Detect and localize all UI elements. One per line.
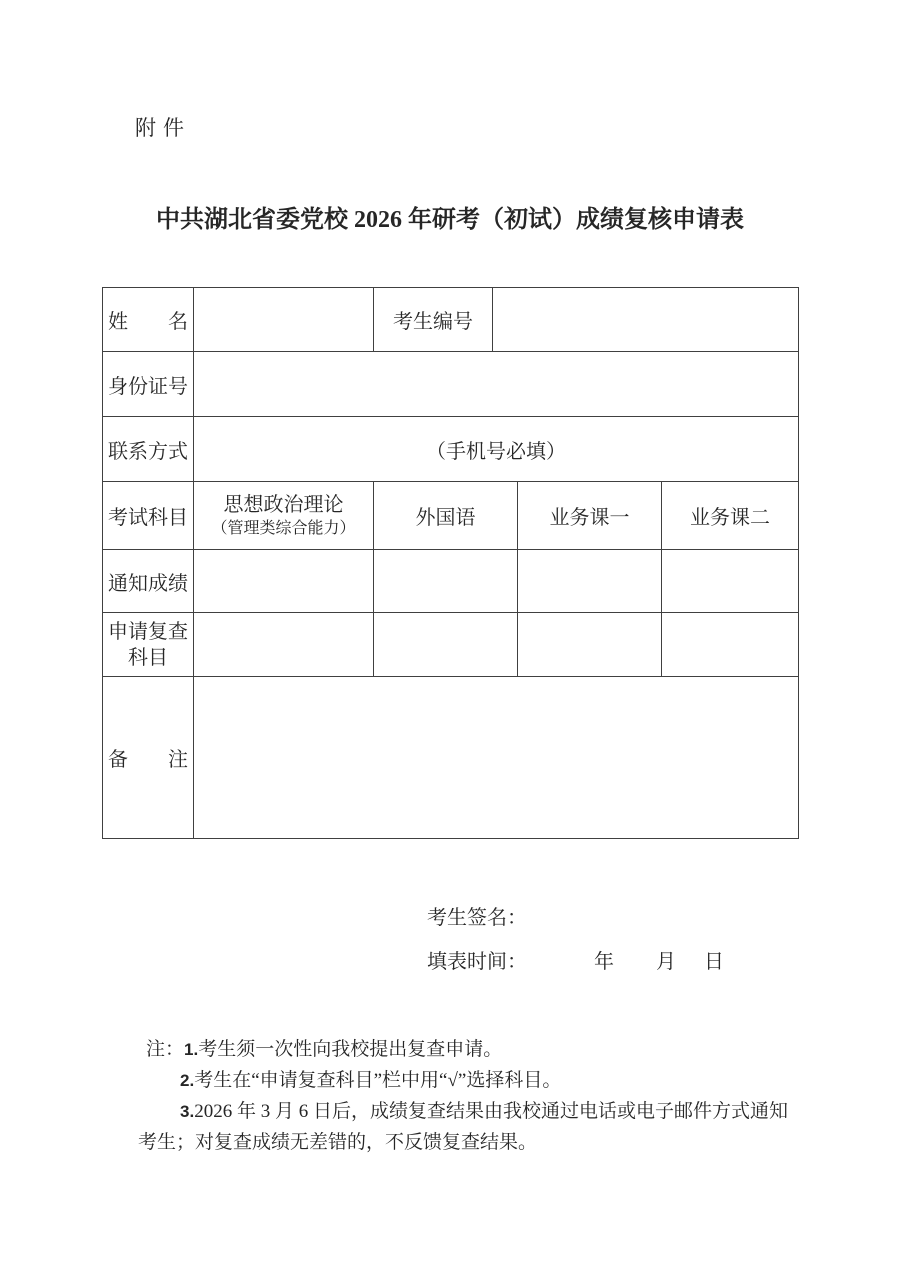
signature-label: 考生签名：: [427, 907, 527, 929]
note-1-text: 考生须一次性向我校提出复查申请。: [198, 1039, 503, 1060]
id-number-label: 身份证号: [108, 375, 188, 398]
foreign-language-score-input-cell[interactable]: [374, 550, 518, 613]
subject-course1-cell: 业务课一: [518, 482, 662, 550]
name-label: 姓 名: [108, 311, 188, 333]
name-label-cell: [103, 288, 194, 352]
attachment-label: 附件: [135, 116, 191, 140]
candidate-number-label: 考生编号: [393, 311, 473, 333]
remarks-label: 备 注: [108, 749, 188, 771]
note-2-text: 考生在“申请复查科目”栏中用“√”选择科目。: [194, 1070, 562, 1091]
table-row-name: [103, 288, 799, 352]
course1-score-input-cell[interactable]: [518, 550, 662, 613]
subject-politics-cell: [194, 482, 374, 550]
table-row-review-subjects: [103, 613, 799, 677]
subject-politics-line2: （管理类综合能力）: [211, 519, 356, 537]
course1-review-select-cell[interactable]: [518, 613, 662, 677]
note-line-3: [138, 1096, 818, 1127]
remarks-input-cell[interactable]: [194, 677, 799, 839]
course2-review-select-cell[interactable]: [662, 613, 799, 677]
table-row-id-number: [103, 352, 799, 417]
notified-scores-label-cell: [103, 550, 194, 613]
subject-politics-line1: 思想政治理论: [223, 493, 344, 516]
notified-scores-label: 通知成绩: [108, 572, 188, 595]
foreign-language-review-select-cell[interactable]: [374, 613, 518, 677]
subject-course2-cell: 业务课二: [662, 482, 799, 550]
contact-label: 联系方式: [108, 440, 188, 463]
page-title: 中共湖北省委党校 2026 年研考（初试）成绩复核申请表: [156, 207, 744, 233]
review-subjects-label-cell: [103, 613, 194, 677]
note-3-text: 2026 年 3 月 6 日后，成绩复查结果由我校通过电话或电子邮件方式通知: [194, 1101, 788, 1122]
table-row-exam-subjects: [103, 482, 799, 550]
notes-prefix: 注：: [146, 1039, 185, 1060]
notes-section: [138, 1034, 818, 1158]
year-label: 年: [594, 951, 614, 973]
note-2-number: 2.: [180, 1071, 195, 1090]
politics-review-select-cell[interactable]: [194, 613, 374, 677]
exam-subjects-label-cell: [103, 482, 194, 550]
note-line-4: [138, 1127, 818, 1158]
table-row-contact: [103, 417, 799, 482]
day-label: 日: [704, 951, 724, 973]
note-3-number: 3.: [180, 1102, 195, 1121]
id-number-input-cell[interactable]: [194, 352, 799, 417]
score-review-form-table: [102, 287, 799, 839]
subject-foreign-language-cell: 外国语: [374, 482, 518, 550]
note-1-number: 1.: [184, 1040, 199, 1059]
table-row-notified-scores: [103, 550, 799, 613]
fill-date-line: [427, 945, 724, 974]
note-line-2: [138, 1065, 818, 1096]
id-number-label-cell: [103, 352, 194, 417]
candidate-number-label-cell: [374, 288, 493, 352]
month-label: 月: [656, 951, 676, 973]
fill-date-label: 填表时间：: [427, 951, 527, 973]
contact-input-cell[interactable]: （手机号必填）: [194, 417, 799, 482]
politics-score-input-cell[interactable]: [194, 550, 374, 613]
note-line-1: [138, 1034, 818, 1065]
table-row-remarks: [103, 677, 799, 839]
remarks-label-cell: [103, 677, 194, 839]
course2-score-input-cell[interactable]: [662, 550, 799, 613]
note-4-text: 考生；对复查成绩无差错的，不反馈复查结果。: [138, 1132, 538, 1153]
name-input-cell[interactable]: [194, 288, 374, 352]
review-subjects-label-line1: 申请复查: [108, 620, 188, 643]
review-subjects-label-line2: 科目: [128, 646, 168, 669]
contact-label-cell: [103, 417, 194, 482]
signature-line: [427, 901, 527, 930]
exam-subjects-label: 考试科目: [108, 507, 188, 529]
candidate-number-input-cell[interactable]: [493, 288, 799, 352]
